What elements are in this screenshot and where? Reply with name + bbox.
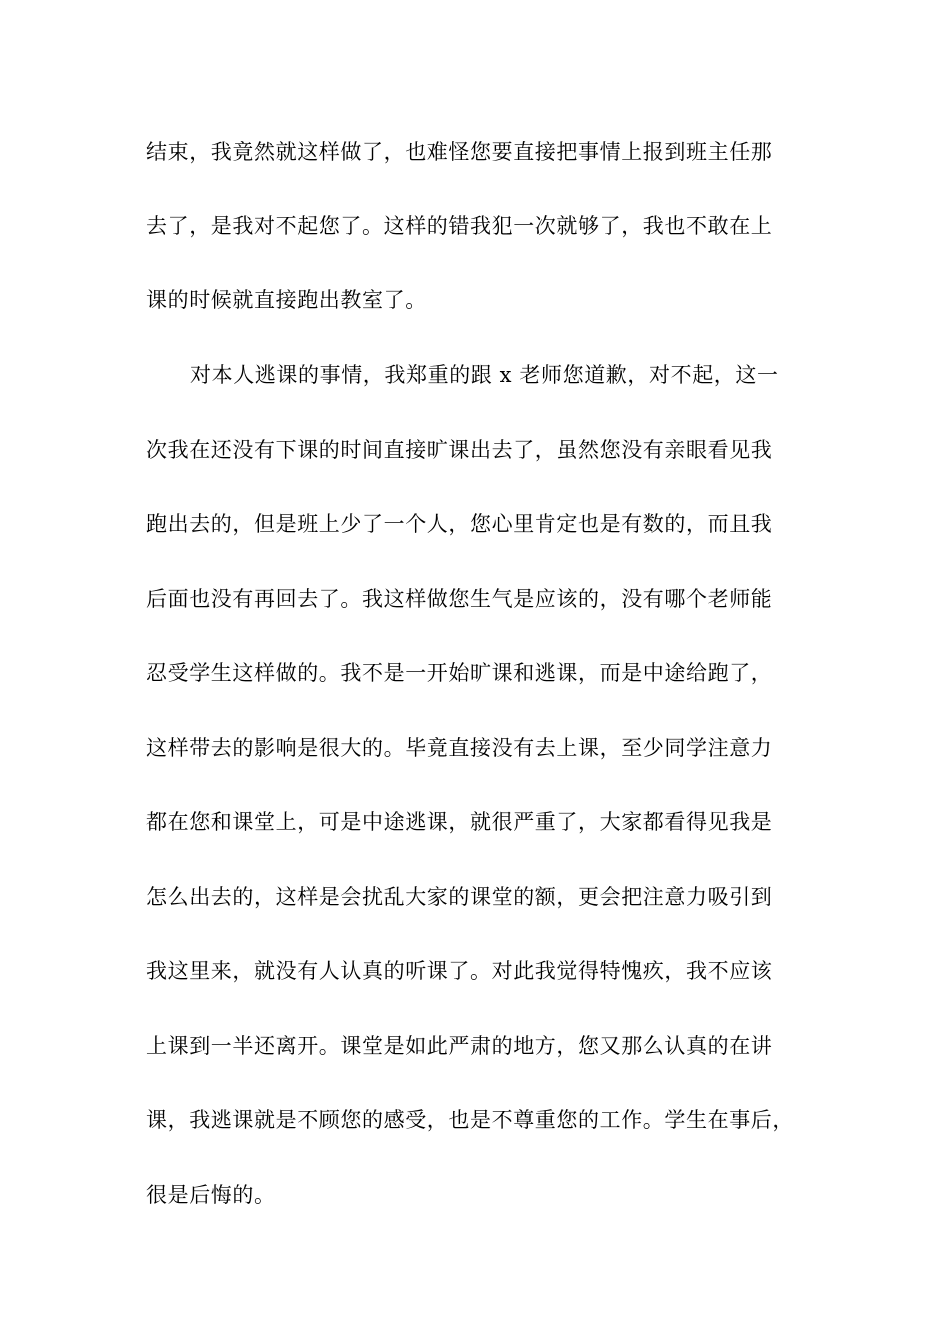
text-line: 上课到一半还离开。课堂是如此严肃的地方，您又那么认真的在讲: [146, 1034, 773, 1058]
text-line: 结束，我竟然就这样做了，也难怪您要直接把事情上报到班主任那: [146, 140, 773, 164]
text-line: 这样带去的影响是很大的。毕竟直接没有去上课，至少同学注意力: [146, 736, 773, 760]
text-line: 我这里来，就没有人认真的听课了。对此我觉得特愧疚，我不应该: [146, 959, 773, 983]
text-line: 课的时候就直接跑出教室了。: [146, 288, 427, 312]
text-line: 很是后悔的。: [146, 1183, 276, 1207]
text-line: 对本人逃课的事情，我郑重的跟 x 老师您道歉，对不起，这一: [190, 363, 779, 387]
text-line: 课，我逃课就是不顾您的感受，也是不尊重您的工作。学生在事后，: [146, 1108, 794, 1132]
text-line: 都在您和课堂上，可是中途逃课，就很严重了，大家都看得见我是: [146, 810, 773, 834]
text-line: 怎么出去的，这样是会扰乱大家的课堂的额，更会把注意力吸引到: [146, 885, 773, 909]
text-line: 次我在还没有下课的时间直接旷课出去了，虽然您没有亲眼看见我: [146, 438, 773, 462]
text-line: 忍受学生这样做的。我不是一开始旷课和逃课，而是中途给跑了，: [146, 661, 773, 685]
text-line: 跑出去的，但是班上少了一个人，您心里肯定也是有数的，而且我: [146, 512, 773, 536]
text-line: 去了，是我对不起您了。这样的错我犯一次就够了，我也不敢在上: [146, 214, 773, 238]
text-line: 后面也没有再回去了。我这样做您生气是应该的，没有哪个老师能: [146, 587, 773, 611]
